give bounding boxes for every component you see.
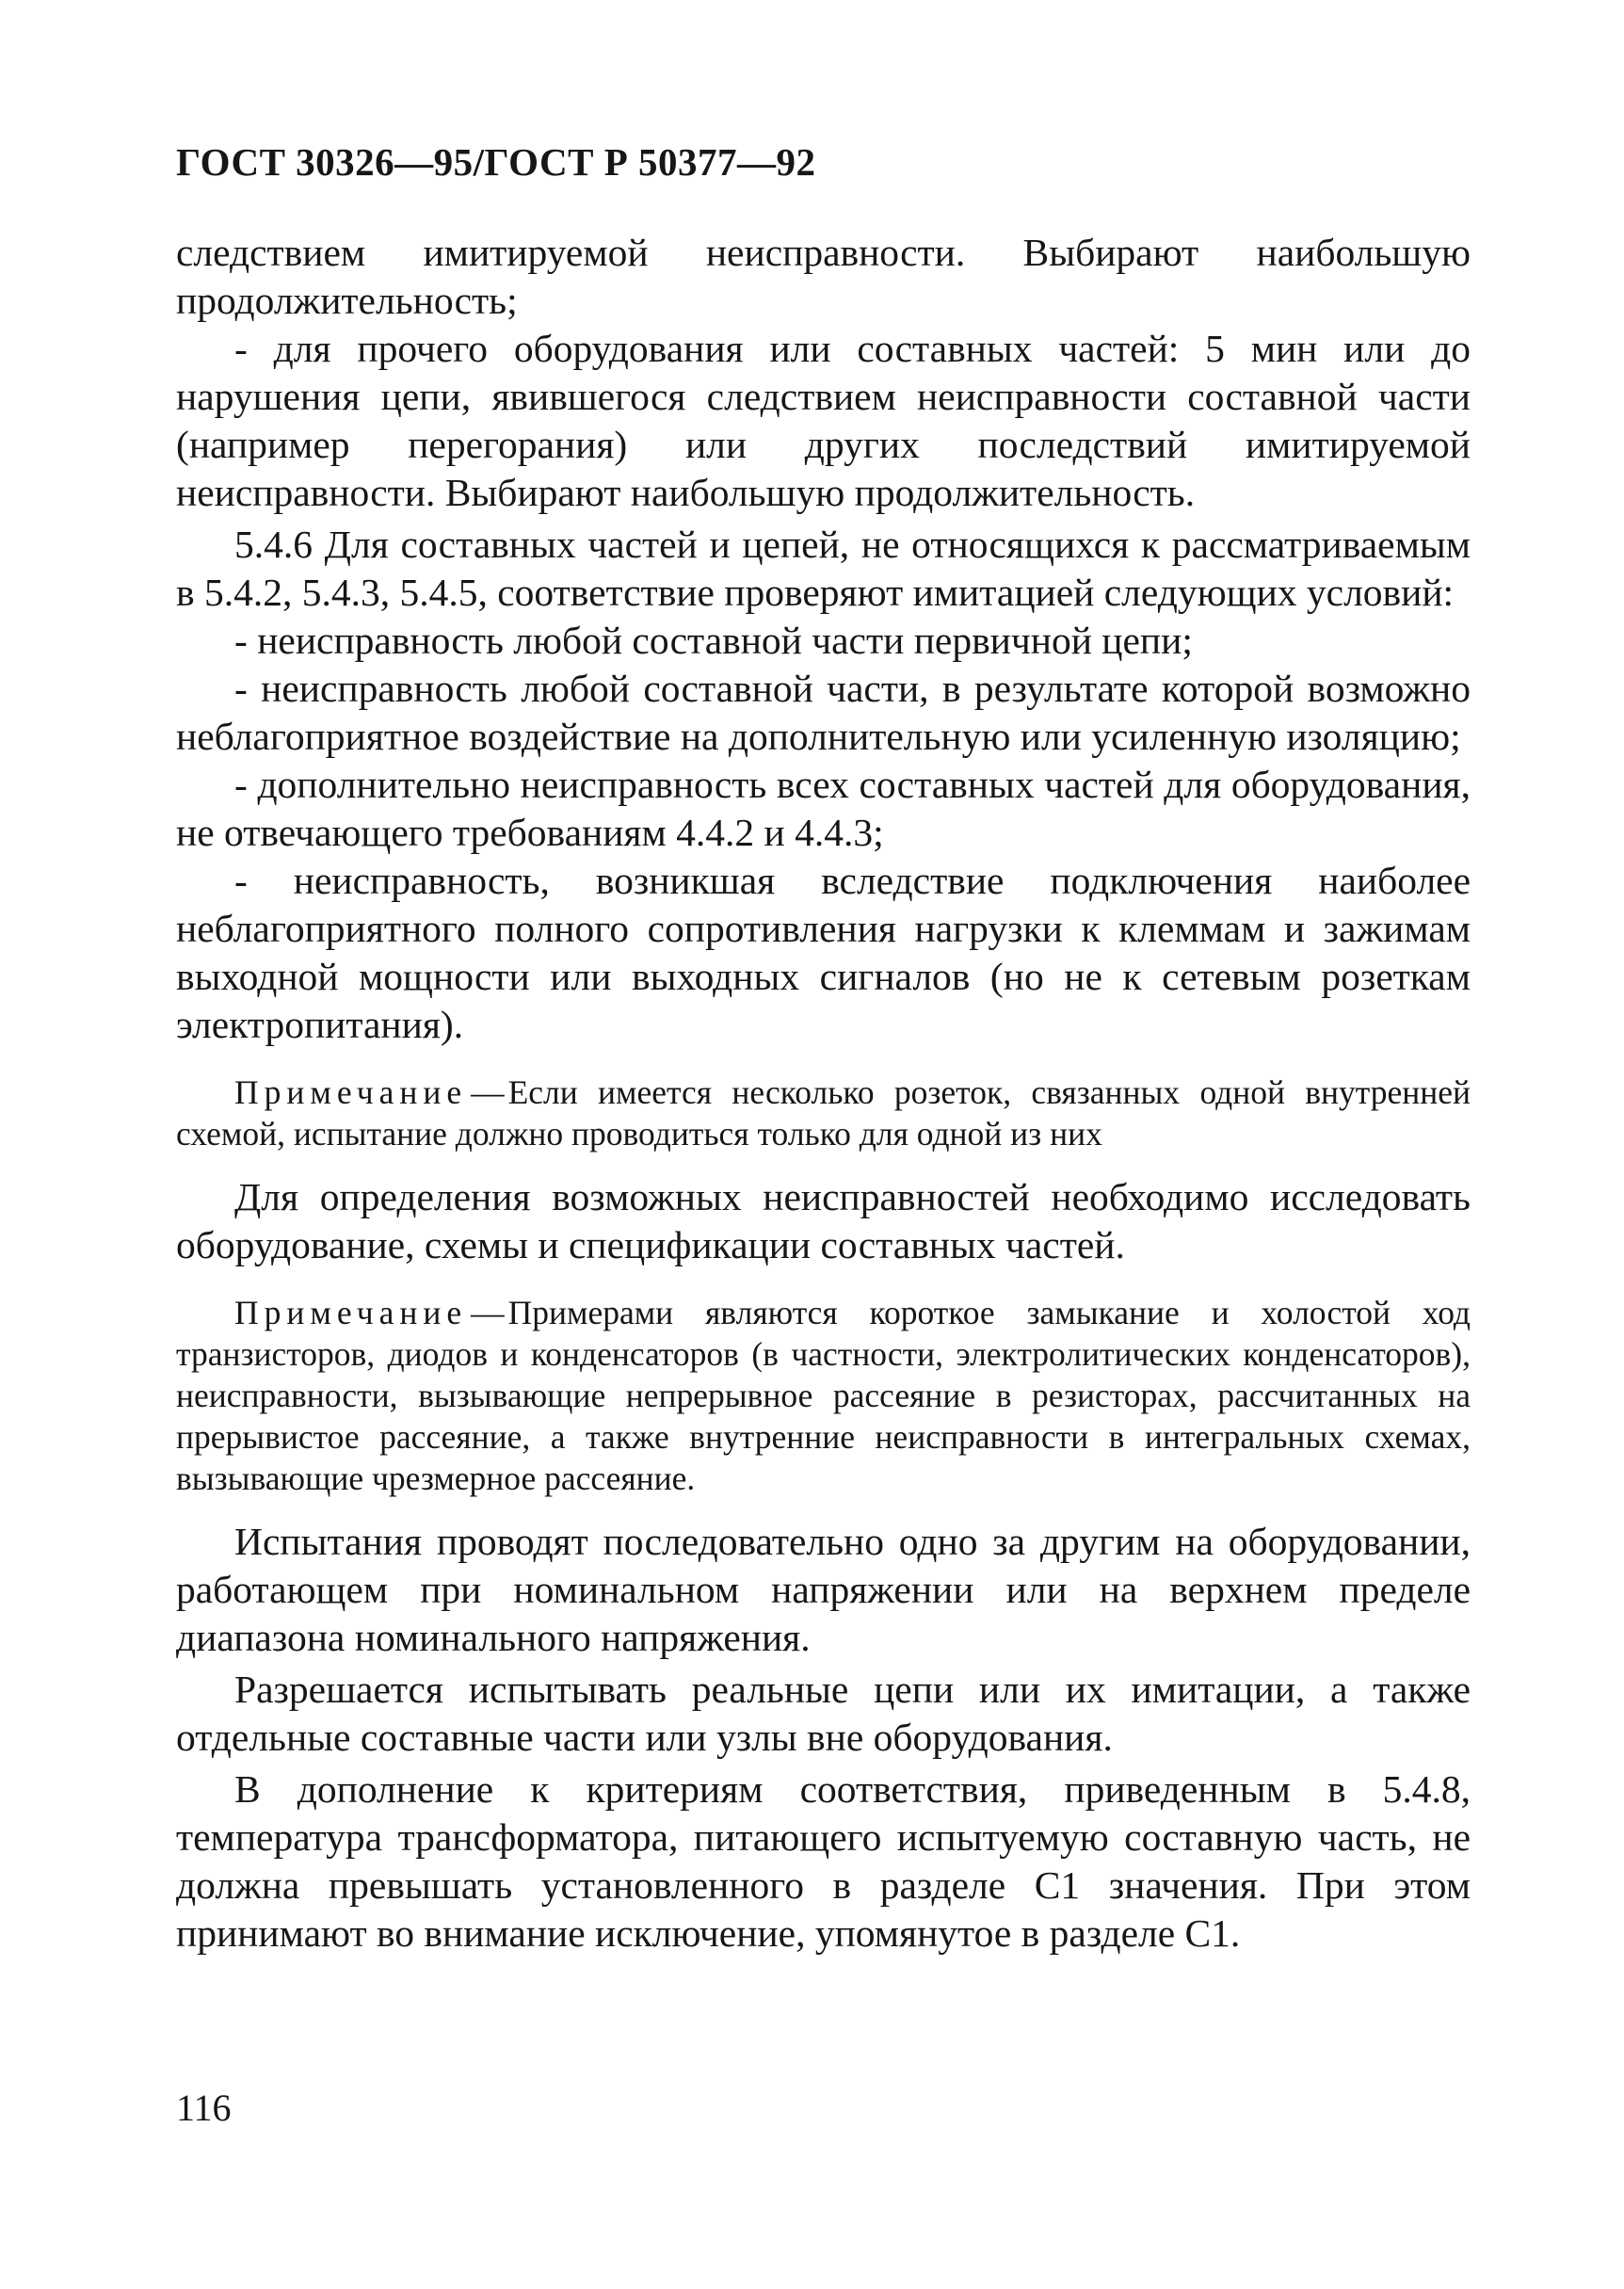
page-number: 116 bbox=[176, 2087, 232, 2129]
note-sockets: Примечание — Если имеется несколько розеток, связанных одной внутренней схемой, испытание должно проводиться только для одной из них bbox=[176, 1073, 1471, 1153]
document-body bbox=[176, 229, 1471, 1958]
note-label: Примечание bbox=[234, 1294, 468, 1331]
paragraph-transformer-temperature: В дополнение к критериям соответствия, приведенным в 5.4.8, температура трансформатора, питающего испытуемую составную часть, не должна превышать установленного в разделе С1 значения. При этом принимают во внимание исключение, упомянутое в разделе С1. bbox=[176, 1767, 1471, 1955]
paragraph-fault-determination: Для определения возможных неисправностей необходимо исследовать оборудование, схемы и спецификации составных частей. bbox=[176, 1175, 1471, 1266]
note-examples: Примечание — Примерами являются короткое замыкание и холостой ход транзисторов, диодов и конденсаторов (в частности, электролитических конденсаторов), неисправности, вызывающие непрерывное рассеяние в резисторах, рассчитанных на прерывистое рассеяние, а также внутренние неисправности в интегральных схемах, вызывающие чрезмерное рассеяние. bbox=[176, 1294, 1471, 1497]
paragraph-continued: следствием имитируемой неисправности. Выбирают наибольшую продолжительность; bbox=[176, 231, 1471, 322]
list-item-load-impedance: - неисправность, возникшая вследствие подключения наиболее неблагоприятного полного сопротивления нагрузки к клеммам и зажимам выходной мощности или выходных сигналов (но не к сетевым розеткам электропитания). bbox=[176, 859, 1471, 1046]
standard-header: ГОСТ 30326—95/ГОСТ Р 50377—92 bbox=[176, 140, 816, 184]
note-text: Если имеется несколько розеток, связанных одной внутренней схемой, испытание должно проводиться только для одной из них bbox=[176, 1073, 1471, 1153]
note-label: Примечание bbox=[234, 1073, 468, 1111]
clause-5-4-6: 5.4.6 Для составных частей и цепей, не относящихся к рассматриваемым в 5.4.2, 5.4.3, 5.4.5, соответствие проверяют имитацией следующих условий: bbox=[176, 523, 1471, 614]
list-item-all-components: - дополнительно неисправность всех составных частей для оборудования, не отвечающего требованиям 4.4.2 и 4.4.3; bbox=[176, 763, 1471, 854]
list-item-insulation: - неисправность любой составной части, в результате которой возможно неблагоприятное воздействие на дополнительную или усиленную изоляцию; bbox=[176, 667, 1471, 758]
list-item-primary-circuit: - неисправность любой составной части первичной цепи; bbox=[234, 619, 1193, 662]
note-text: Примерами являются короткое замыкание и холостой ход транзисторов, диодов и конденсаторов (в частности, электролитических конденсаторов), неисправности, вызывающие непрерывное рассеяние в резисторах, рассчитанных на прерывистое рассеяние, а также внутренние неисправности в интегральных схемах, вызывающие чрезмерное рассеяние. bbox=[176, 1294, 1471, 1497]
paragraph-test-sequence: Испытания проводят последовательно одно за другим на оборудовании, работающем при номинальном напряжении или на верхнем пределе диапазона номинального напряжения. bbox=[176, 1520, 1471, 1659]
list-item-other-equipment: - для прочего оборудования или составных частей: 5 мин или до нарушения цепи, явившегося следствием неисправности составной части (например перегорания) или других последствий имитируемой неисправности. Выбирают наибольшую продолжительность. bbox=[176, 327, 1471, 514]
paragraph-simulation: Разрешается испытывать реальные цепи или их имитации, а также отдельные составные части или узлы вне оборудования. bbox=[176, 1668, 1471, 1759]
